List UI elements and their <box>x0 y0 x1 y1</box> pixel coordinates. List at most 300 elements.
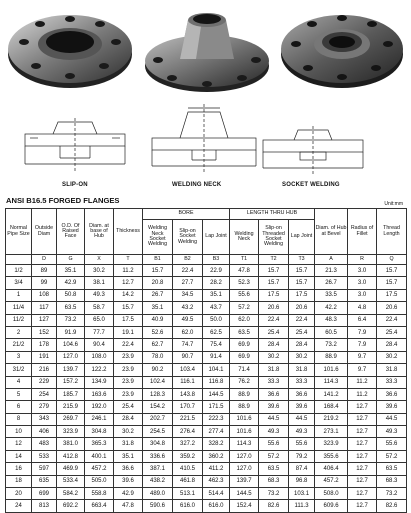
table-cell: 438.2 <box>143 475 173 487</box>
column-symbol: T <box>114 255 143 265</box>
table-cell: 336.6 <box>143 450 173 462</box>
table-cell: 16 <box>6 463 32 475</box>
table-cell: 323.9 <box>57 426 85 438</box>
table-cell: 82.6 <box>377 500 407 512</box>
table-cell: 65.0 <box>85 314 114 326</box>
table-cell: 63.5 <box>57 302 85 314</box>
length-group-header: LENGTH THRU HUB <box>230 209 315 220</box>
table-cell: 28.4 <box>289 339 315 351</box>
table-cell: 6 <box>6 401 32 413</box>
col-header: Slip-on Threaded Socket Welding <box>259 220 289 255</box>
welding-neck-label: WELDING NECK <box>172 182 222 188</box>
table-cell: 39.6 <box>289 401 315 413</box>
table-cell: 14.2 <box>114 289 143 301</box>
table-title: ANSI B16.5 FORGED FLANGES <box>6 196 120 205</box>
table-row <box>6 500 407 512</box>
table-cell: 355.6 <box>315 450 348 462</box>
table-cell: 36.6 <box>114 463 143 475</box>
table-cell: 15.7 <box>114 302 143 314</box>
table-cell: 15.7 <box>289 265 315 277</box>
table-cell: 104.1 <box>203 364 230 376</box>
table-cell: 3 <box>6 351 32 363</box>
table-cell: 12.7 <box>114 277 143 289</box>
table-cell: 21/2 <box>6 339 32 351</box>
table-cell: 11/2 <box>6 314 32 326</box>
col-header: Diam. at base of Hub <box>85 209 114 255</box>
table-row <box>6 426 407 438</box>
table-cell: 73.2 <box>377 488 407 500</box>
flange-photos <box>0 0 411 98</box>
table-cell: 269.7 <box>57 413 85 425</box>
table-cell: 114.3 <box>230 438 259 450</box>
table-cell: 170.7 <box>173 401 203 413</box>
table-cell: 144.5 <box>203 388 230 400</box>
table-cell: 12.7 <box>348 413 377 425</box>
table-cell: 15.7 <box>259 277 289 289</box>
table-cell: 31/2 <box>6 364 32 376</box>
table-cell: 11.2 <box>348 388 377 400</box>
table-cell: 508.0 <box>315 488 348 500</box>
table-row <box>6 265 407 277</box>
table-cell: 22.4 <box>114 339 143 351</box>
table-cell: 28.4 <box>114 413 143 425</box>
table-cell: 28.2 <box>203 277 230 289</box>
table-cell: 55.6 <box>230 289 259 301</box>
table-cell: 134.9 <box>85 376 114 388</box>
table-cell: 12.7 <box>348 450 377 462</box>
column-symbol: A <box>315 255 348 265</box>
table-cell: 202.7 <box>143 413 173 425</box>
table-cell: 73.2 <box>315 339 348 351</box>
table-cell: 178 <box>32 339 57 351</box>
table-row <box>6 413 407 425</box>
table-cell: 12.7 <box>348 475 377 487</box>
table-cell: 90.2 <box>143 364 173 376</box>
table-cell: 25.4 <box>259 326 289 338</box>
table-cell: 3.0 <box>348 289 377 301</box>
table-cell: 96.8 <box>289 475 315 487</box>
table-body <box>6 265 407 513</box>
table-cell: 36.6 <box>289 388 315 400</box>
table-cell: 191 <box>32 351 57 363</box>
table-cell: 505.0 <box>85 475 114 487</box>
table-cell: 692.2 <box>57 500 85 512</box>
table-cell: 31.8 <box>289 364 315 376</box>
table-cell: 47.8 <box>230 265 259 277</box>
table-cell: 104.6 <box>57 339 85 351</box>
table-cell: 52.6 <box>143 326 173 338</box>
table-cell: 30.2 <box>377 351 407 363</box>
table-cell: 43.7 <box>203 302 230 314</box>
table-cell: 7.9 <box>348 339 377 351</box>
table-row <box>6 277 407 289</box>
table-cell: 33.3 <box>259 376 289 388</box>
table-cell: 117 <box>32 302 57 314</box>
table-cell: 215.9 <box>57 401 85 413</box>
table-cell: 514.4 <box>203 488 230 500</box>
table-cell: 31.8 <box>114 438 143 450</box>
table-cell: 10 <box>6 426 32 438</box>
table-cell: 21.3 <box>315 265 348 277</box>
table-row <box>6 314 407 326</box>
table-cell: 62.0 <box>173 326 203 338</box>
table-cell: 75.4 <box>203 339 230 351</box>
table-cell: 154.2 <box>143 401 173 413</box>
table-cell: 11.2 <box>114 265 143 277</box>
table-cell: 35.1 <box>203 289 230 301</box>
table-cell: 28.4 <box>259 339 289 351</box>
table-cell: 49.3 <box>377 426 407 438</box>
table-cell: 462.3 <box>203 475 230 487</box>
table-cell: 63.5 <box>377 463 407 475</box>
table-cell: 23.9 <box>114 364 143 376</box>
table-cell: 15.7 <box>377 265 407 277</box>
column-symbol: T1 <box>230 255 259 265</box>
col-header: O.D. Of Raised Face <box>57 209 85 255</box>
table-cell: 22.4 <box>259 314 289 326</box>
table-cell: 18 <box>6 475 32 487</box>
table-cell: 12.7 <box>348 500 377 512</box>
table-cell: 49.3 <box>289 426 315 438</box>
table-cell: 33.5 <box>315 289 348 301</box>
table-cell: 12.7 <box>348 426 377 438</box>
table-cell: 35.1 <box>143 302 173 314</box>
table-cell: 15.7 <box>377 277 407 289</box>
table-cell: 277.4 <box>203 426 230 438</box>
table-cell: 469.9 <box>57 463 85 475</box>
column-symbol: T3 <box>289 255 315 265</box>
table-cell: 68.3 <box>259 475 289 487</box>
table-cell: 30.2 <box>114 426 143 438</box>
table-cell: 101.6 <box>230 426 259 438</box>
welding-neck-flange-photo <box>142 4 272 96</box>
table-cell: 28.4 <box>377 339 407 351</box>
table-cell: 73.2 <box>259 488 289 500</box>
bore-group-header: BORE <box>143 209 230 220</box>
table-cell: 25.4 <box>377 326 407 338</box>
col-header: Thickness <box>114 209 143 255</box>
table-cell: 533.4 <box>57 475 85 487</box>
slip-on-drawing <box>20 116 130 180</box>
table-cell: 35.1 <box>57 265 85 277</box>
table-cell: 168.4 <box>315 401 348 413</box>
table-row <box>6 488 407 500</box>
table-cell: 25.4 <box>114 401 143 413</box>
table-cell: 15.7 <box>143 265 173 277</box>
table-cell: 12.7 <box>348 463 377 475</box>
table-cell: 91.9 <box>57 326 85 338</box>
table-cell: 60.5 <box>315 326 348 338</box>
table-cell: 410.5 <box>173 463 203 475</box>
table-cell: 57.2 <box>230 302 259 314</box>
table-cell: 26.7 <box>143 289 173 301</box>
table-cell: 304.8 <box>143 438 173 450</box>
welding-neck-drawing <box>148 104 260 180</box>
column-symbol: D <box>32 255 57 265</box>
socket-welding-drawing <box>258 126 368 182</box>
table-cell: 42.9 <box>57 277 85 289</box>
table-cell: 483 <box>32 438 57 450</box>
table-cell: 68.3 <box>377 475 407 487</box>
table-cell: 69.9 <box>230 339 259 351</box>
table-cell: 87.4 <box>289 463 315 475</box>
table-cell: 246.1 <box>85 413 114 425</box>
col-header: Lap Joint <box>289 220 315 255</box>
table-cell: 33.3 <box>289 376 315 388</box>
table-cell: 171.5 <box>203 401 230 413</box>
table-row <box>6 376 407 388</box>
table-cell: 55.6 <box>259 438 289 450</box>
table-row <box>6 326 407 338</box>
table-cell: 22.9 <box>203 265 230 277</box>
table-cell: 616.0 <box>203 500 230 512</box>
table-cell: 127.0 <box>230 450 259 462</box>
table-cell: 22.4 <box>377 314 407 326</box>
table-cell: 192.0 <box>85 401 114 413</box>
table-cell: 50.8 <box>57 289 85 301</box>
table-cell: 88.9 <box>230 388 259 400</box>
table-cell: 406.4 <box>315 463 348 475</box>
column-symbol: T2 <box>259 255 289 265</box>
table-cell: 30.2 <box>85 265 114 277</box>
table-cell: 39.6 <box>377 401 407 413</box>
table-cell: 8 <box>6 413 32 425</box>
col-header: Slip-on Socket Welding <box>173 220 203 255</box>
flange-dimensions-table <box>5 208 407 513</box>
table-cell: 63.5 <box>259 463 289 475</box>
table-cell: 279 <box>32 401 57 413</box>
table-cell: 88.9 <box>230 401 259 413</box>
table-cell: 20 <box>6 488 32 500</box>
table-cell: 461.8 <box>173 475 203 487</box>
table-cell: 360.2 <box>203 450 230 462</box>
table-row <box>6 450 407 462</box>
table-cell: 14 <box>6 450 32 462</box>
table-cell: 3/4 <box>6 277 32 289</box>
table-cell: 127 <box>32 314 57 326</box>
table-cell: 39.6 <box>259 401 289 413</box>
table-cell: 663.4 <box>85 500 114 512</box>
table-cell: 411.2 <box>203 463 230 475</box>
col-header: Thread Length <box>377 209 407 255</box>
table-cell: 79.2 <box>289 450 315 462</box>
table-cell: 17.5 <box>259 289 289 301</box>
table-cell: 15.7 <box>289 277 315 289</box>
column-symbol: Q <box>377 255 407 265</box>
table-cell: 73.2 <box>57 314 85 326</box>
table-cell: 3.0 <box>348 265 377 277</box>
table-cell: 58.7 <box>85 302 114 314</box>
table-cell: 44.5 <box>259 413 289 425</box>
table-cell: 82.6 <box>259 500 289 512</box>
column-symbol: B3 <box>203 255 230 265</box>
table-cell: 49.3 <box>259 426 289 438</box>
table-cell: 163.6 <box>85 388 114 400</box>
table-cell: 229 <box>32 376 57 388</box>
table-cell: 12.7 <box>348 488 377 500</box>
table-row <box>6 302 407 314</box>
column-symbol: B2 <box>173 255 203 265</box>
table-cell: 31.8 <box>259 364 289 376</box>
table-cell: 17.5 <box>377 289 407 301</box>
table-cell: 489.0 <box>143 488 173 500</box>
socket-welding-label: SOCKET WELDING <box>282 182 340 188</box>
table-cell: 91.4 <box>203 351 230 363</box>
table-cell: 152 <box>32 326 57 338</box>
table-cell: 88.9 <box>315 351 348 363</box>
table-cell: 90.4 <box>85 339 114 351</box>
column-symbol: R <box>348 255 377 265</box>
column-symbol: B1 <box>143 255 173 265</box>
col-header: Normal Pipe Size <box>6 209 32 255</box>
table-cell: 9.7 <box>348 351 377 363</box>
table-row <box>6 475 407 487</box>
table-cell: 17.5 <box>114 314 143 326</box>
table-cell: 48.3 <box>315 314 348 326</box>
table-cell: 23.9 <box>114 351 143 363</box>
table-cell: 7.9 <box>348 326 377 338</box>
table-cell: 9.7 <box>348 364 377 376</box>
table-cell: 55.6 <box>289 438 315 450</box>
table-cell: 12 <box>6 438 32 450</box>
table-cell: 139.7 <box>57 364 85 376</box>
table-cell: 304.8 <box>85 426 114 438</box>
table-cell: 3.0 <box>348 277 377 289</box>
table-cell: 699 <box>32 488 57 500</box>
flange-drawings <box>0 98 411 198</box>
table-cell: 273.1 <box>315 426 348 438</box>
table-row <box>6 401 407 413</box>
table-cell: 25.4 <box>289 326 315 338</box>
table-cell: 27.7 <box>173 277 203 289</box>
table-cell: 11.2 <box>348 376 377 388</box>
column-symbol: X <box>85 255 114 265</box>
table-cell: 49.3 <box>85 289 114 301</box>
table-cell: 387.1 <box>143 463 173 475</box>
table-cell: 47.8 <box>114 500 143 512</box>
table-cell: 77.7 <box>85 326 114 338</box>
table-cell: 22.4 <box>173 265 203 277</box>
table-cell: 1/2 <box>6 265 32 277</box>
col-header: Radius of Fillet <box>348 209 377 255</box>
table-cell: 62.5 <box>203 326 230 338</box>
table-cell: 17.5 <box>289 289 315 301</box>
table-cell: 144.5 <box>230 488 259 500</box>
table-cell: 609.6 <box>315 500 348 512</box>
table-cell: 55.6 <box>377 438 407 450</box>
table-cell: 101.6 <box>315 364 348 376</box>
table-cell: 533 <box>32 450 57 462</box>
table-cell: 616.0 <box>173 500 203 512</box>
table-cell: 328.2 <box>203 438 230 450</box>
table-cell: 457.2 <box>85 463 114 475</box>
table-cell: 23.9 <box>114 376 143 388</box>
table-cell: 43.2 <box>173 302 203 314</box>
table-cell: 57.2 <box>259 450 289 462</box>
table-cell: 5 <box>6 388 32 400</box>
table-cell: 108.0 <box>85 351 114 363</box>
table-cell: 12.7 <box>348 438 377 450</box>
table-cell: 35.1 <box>114 450 143 462</box>
table-cell: 20.8 <box>143 277 173 289</box>
symbol-row <box>6 255 407 265</box>
table-cell: 26.7 <box>315 277 348 289</box>
table-cell: 4 <box>6 376 32 388</box>
table-cell: 4.8 <box>348 302 377 314</box>
table-cell: 400.1 <box>85 450 114 462</box>
table-cell: 42.2 <box>315 302 348 314</box>
table-cell: 381.0 <box>57 438 85 450</box>
table-cell: 412.8 <box>57 450 85 462</box>
table-cell: 108 <box>32 289 57 301</box>
table-cell: 254.5 <box>143 426 173 438</box>
table-cell: 584.2 <box>57 488 85 500</box>
table-cell: 20.6 <box>289 302 315 314</box>
table-cell: 254 <box>32 388 57 400</box>
table-cell: 99 <box>32 277 57 289</box>
table-cell: 42.9 <box>114 488 143 500</box>
col-header: Lap Joint <box>203 220 230 255</box>
table-cell: 116.1 <box>173 376 203 388</box>
table-cell: 457.2 <box>315 475 348 487</box>
table-cell: 31.8 <box>377 364 407 376</box>
table-cell: 327.2 <box>173 438 203 450</box>
table-cell: 50.0 <box>203 314 230 326</box>
table-cell: 11/4 <box>6 302 32 314</box>
table-cell: 15.7 <box>259 265 289 277</box>
table-cell: 216 <box>32 364 57 376</box>
table-cell: 44.5 <box>377 413 407 425</box>
table-cell: 69.9 <box>230 351 259 363</box>
table-cell: 635 <box>32 475 57 487</box>
table-cell: 23.9 <box>114 388 143 400</box>
table-cell: 222.3 <box>203 413 230 425</box>
table-cell: 219.2 <box>315 413 348 425</box>
table-cell: 558.8 <box>85 488 114 500</box>
table-cell: 101.6 <box>230 413 259 425</box>
table-cell: 30.2 <box>289 351 315 363</box>
table-cell: 276.4 <box>173 426 203 438</box>
column-symbol: G <box>57 255 85 265</box>
table-cell: 127.0 <box>57 351 85 363</box>
table-cell: 38.1 <box>85 277 114 289</box>
table-cell: 114.3 <box>315 376 348 388</box>
table-cell: 185.7 <box>57 388 85 400</box>
table-cell: 102.4 <box>143 376 173 388</box>
table-cell: 57.2 <box>377 450 407 462</box>
table-cell: 323.9 <box>315 438 348 450</box>
table-cell: 24 <box>6 500 32 512</box>
table-row <box>6 463 407 475</box>
table-cell: 30.2 <box>259 351 289 363</box>
table-cell: 36.6 <box>259 388 289 400</box>
unit-label: Unit:mm <box>384 201 403 207</box>
slip-on-label: SLIP-ON <box>62 182 88 188</box>
table-cell: 343 <box>32 413 57 425</box>
table-cell: 152.4 <box>230 500 259 512</box>
table-cell: 365.3 <box>85 438 114 450</box>
table-cell: 103.1 <box>289 488 315 500</box>
table-row <box>6 438 407 450</box>
table-row <box>6 388 407 400</box>
table-cell: 36.6 <box>377 388 407 400</box>
table-cell: 19.1 <box>114 326 143 338</box>
table-cell: 128.3 <box>143 388 173 400</box>
table-cell: 62.7 <box>143 339 173 351</box>
table-cell: 143.8 <box>173 388 203 400</box>
table-cell: 813 <box>32 500 57 512</box>
table-cell: 89 <box>32 265 57 277</box>
